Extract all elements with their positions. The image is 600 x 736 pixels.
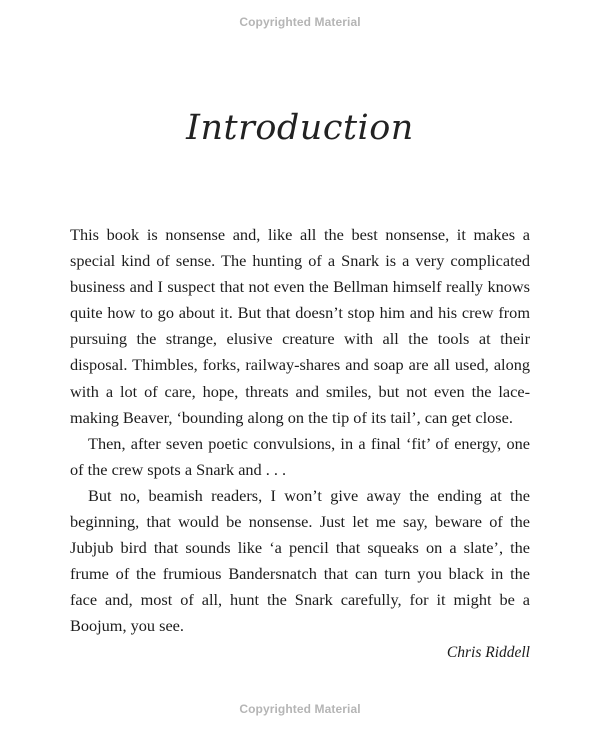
paragraph-2: Then, after seven poetic convulsions, in a final ‘fit’ of energy, one of the crew spots a Snark and . . . [70, 433, 530, 479]
page-title: Introduction [186, 108, 414, 148]
copyright-watermark-bottom: Copyrighted Material [239, 702, 361, 716]
paragraph-3: But no, beamish readers, I won’t give away the ending at the beginning, that would be nonsense. Just let me say, beware of the Jubjub bird that sounds like ‘a pencil that squeaks on a slate’, the frume of the frumious Bandersnatch that can turn you black in the face and, most of all, hunt the Snark carefully, for it might be a Boojum, you see. [70, 485, 530, 636]
paragraph-1: This book is nonsense and, like all the best nonsense, it makes a special kind of sense. The hunting of a Snark is a very complicated business and I suspect that not even the Bellman himself really knows quite how to go about it. But that doesn’t stop him and his crew from pursuing the strange, elusive creature with all the tools at their disposal. Thimbles, forks, railway-shares and soap are all used, along with a lot of care, hope, threats and smiles, but not even the lace-making Beaver, ‘bounding along on the tip of its tail’, can get close. [70, 225, 530, 427]
copyright-watermark-top: Copyrighted Material [239, 15, 361, 29]
introduction-body [70, 222, 530, 666]
author-signature: Chris Riddell [446, 643, 530, 661]
